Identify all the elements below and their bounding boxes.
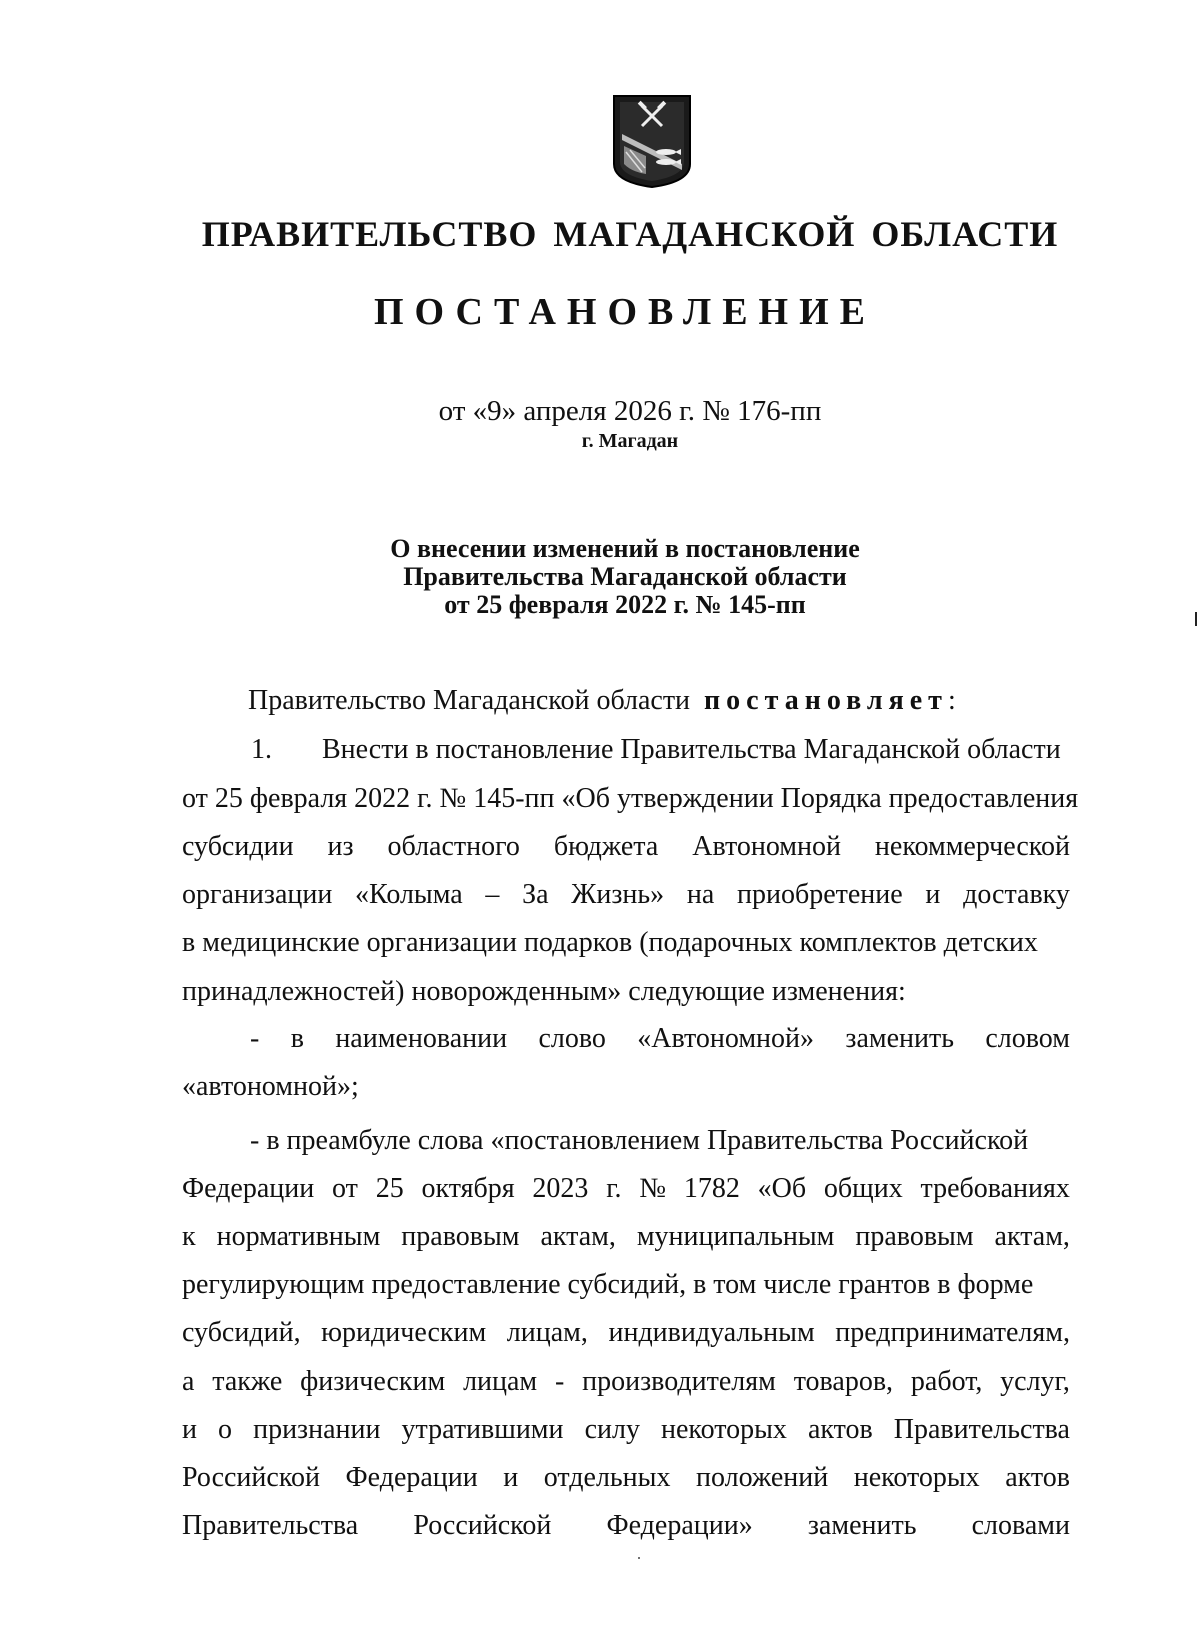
subject-line: О внесении изменений в постановление [390, 534, 860, 563]
word: общих [823, 1173, 903, 1204]
subject-line: от 25 февраля 2022 г. № 145-пп [444, 590, 806, 619]
paragraph-line: «автономной»; [182, 1071, 359, 1102]
word: также [212, 1366, 283, 1397]
paragraph-line [182, 831, 1070, 863]
word: от [332, 1173, 358, 1204]
word: областного [387, 831, 520, 862]
word: актов [1005, 1462, 1070, 1493]
word: и [925, 879, 941, 910]
paragraph-line [182, 1510, 1070, 1542]
word: положений [696, 1462, 829, 1493]
word: заменить [845, 1023, 954, 1054]
word: словами [971, 1510, 1070, 1541]
document-subject [0, 535, 1200, 619]
word: «Колыма [355, 879, 463, 910]
word: 1782 [683, 1173, 740, 1204]
word: силу [584, 1414, 640, 1445]
paragraph-line: принадлежностей) новорожденным» следующие изменения: [182, 976, 906, 1007]
word: правовым [855, 1221, 974, 1252]
word: актов [807, 1414, 873, 1445]
paragraph-line [182, 1462, 1070, 1494]
paragraph-line: в медицинские организации подарков (подарочных комплектов детских [182, 927, 1038, 958]
scan-speck [638, 1557, 640, 1559]
word: субсидии [182, 831, 294, 862]
word: доставку [963, 879, 1070, 910]
word: производителям [582, 1366, 776, 1397]
word: № [639, 1173, 667, 1204]
word: некоторых [661, 1414, 787, 1445]
word: Федерации» [606, 1510, 753, 1541]
authority-title: ПРАВИТЕЛЬСТВО МАГАДАНСКОЙ ОБЛАСТИ [201, 214, 1059, 254]
word: нормативным [216, 1221, 381, 1252]
word: бюджета [553, 831, 659, 862]
word: предпринимателям, [835, 1317, 1070, 1348]
word: словом [985, 1023, 1070, 1054]
paragraph-line [182, 879, 1070, 911]
word: некоторых [853, 1462, 980, 1493]
document-city: г. Магадан [581, 430, 679, 452]
paragraph-line [250, 1023, 1070, 1055]
word: признании [253, 1414, 381, 1445]
word: – [485, 879, 500, 910]
intro-prefix: Правительство Магаданской области [248, 685, 691, 716]
word: - [554, 1366, 565, 1397]
word: лицам, [506, 1317, 588, 1348]
word: правовым [401, 1221, 520, 1252]
word: лицам [463, 1366, 538, 1397]
word: приобретение [736, 879, 903, 910]
word: юридическим [321, 1317, 487, 1348]
word: муниципальным [636, 1221, 835, 1252]
word: из [327, 831, 354, 862]
word: некоммерческой [874, 831, 1070, 862]
word: а [182, 1366, 195, 1397]
word: Российской [182, 1462, 320, 1493]
coat-of-arms-icon [612, 94, 692, 189]
word: работ, [910, 1366, 983, 1397]
word: Правительства [893, 1414, 1070, 1445]
paragraph-line: регулирующим предоставление субсидий, в том числе грантов в форме [182, 1269, 1034, 1300]
word: слово [538, 1023, 606, 1054]
paragraph-line [182, 1317, 1070, 1349]
word: услуг, [1000, 1366, 1070, 1397]
item-number: 1. [251, 734, 272, 765]
word: и [182, 1414, 197, 1445]
word: утратившими [401, 1414, 564, 1445]
word: г. [606, 1173, 622, 1204]
word: наименовании [335, 1023, 508, 1054]
word: Федерации [345, 1462, 478, 1493]
word: Правительства [182, 1510, 359, 1541]
word: Федерации [182, 1173, 315, 1204]
intro-paragraph [248, 685, 956, 717]
word: о [218, 1414, 233, 1445]
word: на [686, 879, 715, 910]
word: в [290, 1023, 304, 1054]
word: и [503, 1462, 519, 1493]
word: товаров, [793, 1366, 894, 1397]
word: актам, [994, 1221, 1070, 1252]
word: «Автономной» [637, 1023, 815, 1054]
subject-line: Правительства Магаданской области [403, 562, 847, 591]
paragraph-line [182, 1173, 1070, 1205]
paragraph-line [182, 1414, 1070, 1446]
word: физическим [300, 1366, 446, 1397]
word: к [182, 1221, 196, 1252]
word: заменить [807, 1510, 917, 1541]
document-date-number: от «9» апреля 2026 г. № 176-пп [438, 395, 822, 427]
paragraph-line: - в преамбуле слова «постановлением Правительства Российской [250, 1125, 1029, 1156]
intro-action: постановляет [704, 685, 948, 716]
word: Российской [413, 1510, 552, 1541]
word: актам, [540, 1221, 616, 1252]
paragraph-line [182, 1366, 1070, 1398]
word: отдельных [543, 1462, 671, 1493]
paragraph-line [182, 1221, 1070, 1253]
word: 2023 [532, 1173, 589, 1204]
word: - [250, 1023, 260, 1054]
word: индивидуальным [608, 1317, 815, 1348]
word: требованиях [920, 1173, 1070, 1204]
word: 25 [375, 1173, 404, 1204]
word: октября [421, 1173, 515, 1204]
intro-suffix: : [947, 685, 956, 716]
word: Автономной [692, 831, 841, 862]
word: организации [182, 879, 333, 910]
word: За [522, 879, 549, 910]
margin-mark [1195, 612, 1197, 626]
word: Жизнь» [571, 879, 665, 910]
word: «Об [757, 1173, 807, 1204]
document-type: ПОСТАНОВЛЕНИЕ [373, 291, 877, 333]
paragraph-line: от 25 февраля 2022 г. № 145-пп «Об утверждении Порядка предоставления [182, 783, 1079, 814]
word: субсидий, [182, 1317, 301, 1348]
paragraph-line: Внести в постановление Правительства Магаданской области [322, 734, 1061, 765]
